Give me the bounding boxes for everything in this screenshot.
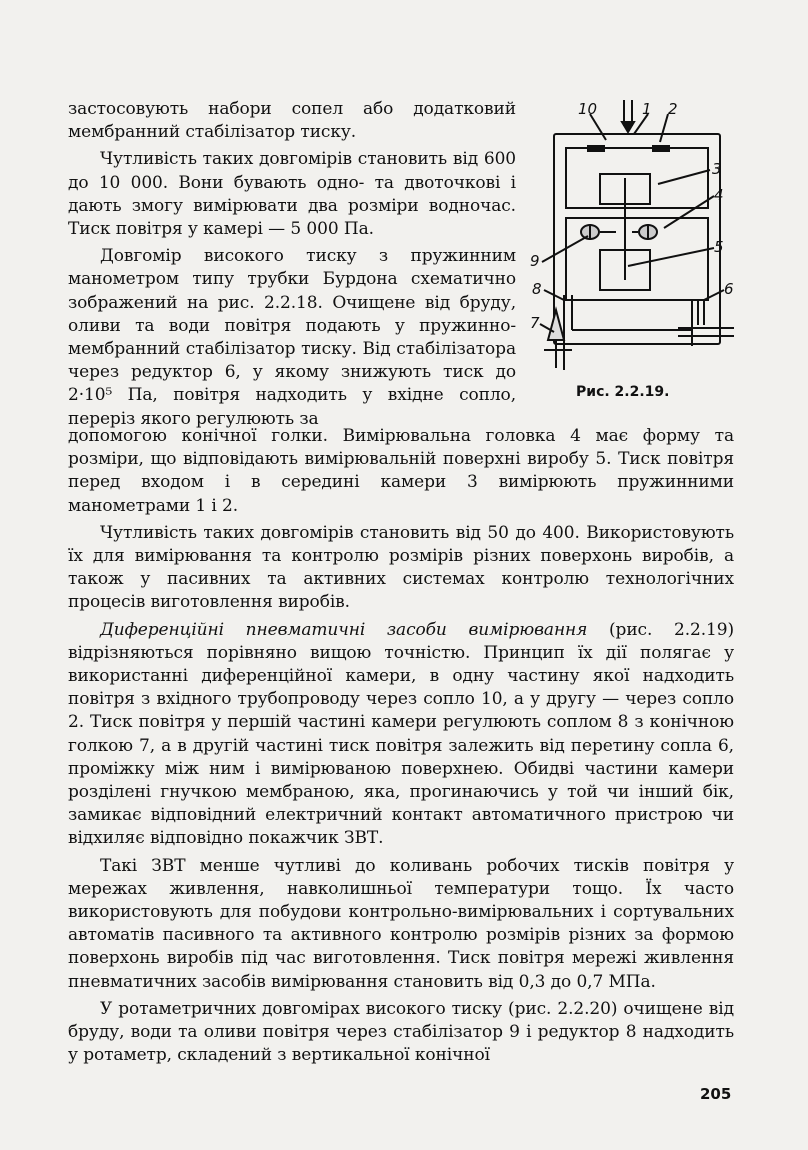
paragraph: застосовують набори сопел або додатковий мембранний стабілізатор тиску. [68, 99, 516, 143]
figure-label: 4 [714, 186, 724, 204]
italic-term: Диференційні пневматичні засоби вимірювання [100, 619, 588, 640]
figure-label: 6 [724, 280, 734, 298]
figure-label: 3 [712, 160, 722, 178]
figure-label: 8 [532, 280, 542, 298]
figure-caption: Рис. 2.2.19. [576, 384, 670, 400]
figure-2-2-19 [528, 100, 738, 400]
wrapped-text-column [68, 98, 516, 431]
page-number: 205 [700, 1085, 732, 1103]
full-width-text [68, 425, 734, 1067]
paragraph: У ротаметричних довгомірах високого тиску (рис. 2.2.20) очищене від бруду, води та оливи повітря через стабілізатор 9 і редуктор 8 надходить у ротаметр, складений з вертикальної конічної [68, 998, 734, 1066]
differential-pneumatic-diagram [528, 100, 738, 400]
paragraph: Такі ЗВТ менше чутливі до коливань робочих тисків повітря у мережах живлення, навколишньої температури тощо. Їх часто використовують для побудови контрольно-вимірювальних і сортувальних автоматів пасивного та активного контролю розмірів різних за формою поверхонь виробів під час виготовлення. Тиск повітря мережі живлення пневматичних засобів вимірювання становить від 0,3 до 0,7 МПа. [68, 855, 734, 992]
figure-label: 2 [668, 100, 678, 118]
figure-label: 7 [530, 314, 540, 332]
paragraph: допомогою конічної голки. Вимірювальна головка 4 має форму та розміри, що відповідають вимірювальній поверхні виробу 5. Тиск повітря перед входом і в середині камери 3 вимірюють пружинними манометрами 1 і 2. [68, 426, 734, 516]
paragraph-text: (рис. 2.2.19) відрізняються порівняно вищою точністю. Принцип їх дії полягає у використанні диференційної камери, в одну частину якої надходить повітря з вхідного трубопроводу через сопло 10, а у другу — через сопло 2. Тиск повітря у першій частині камери регулюють соплом 8 з конічною голкою 7, а в другій частині тиск повітря залежить від перетину сопла 6, проміжку між ним і вимірюваною поверхнею. Обидві частини камери розділені гнучкою мембраною, яка, прогинаючись у той чи інший бік, замикає відповідний електричний контакт автоматичного пристрою чи відхиляє відповідно покажчик ЗВТ. [68, 619, 734, 849]
paragraph [68, 619, 734, 851]
figure-label: 10 [578, 100, 598, 118]
figure-label: 9 [530, 252, 540, 270]
figure-label: 1 [642, 100, 652, 118]
paragraph: Чутливість таких довгомірів становить від 50 до 400. Використовують їх для вимірювання та контролю розмірів різних поверхонь виробів, а також у пасивних та активних системах контролю технологічних процесів виготовлення виробів. [68, 522, 734, 613]
paragraph: Чутливість таких довгомірів становить від 600 до 10 000. Вони бувають одно- та двоточкові і дають змогу вимірювати два розміри водночас. Тиск повітря у камері — 5 000 Па. [68, 149, 516, 240]
paragraph: Довгомір високого тиску з пружинним манометром типу трубки Бурдона схематично зображений на рис. 2.2.18. Очищене від бруду, оливи та води повітря подають у пружинно-мембранний стабілізатор тиску. Від стабілізатора через редуктор 6, у якому знижують тиск до 2·10⁵ Па, повітря надходить у вхідне сопло, переріз якого регулюють за [68, 246, 516, 429]
figure-label: 5 [714, 238, 724, 256]
